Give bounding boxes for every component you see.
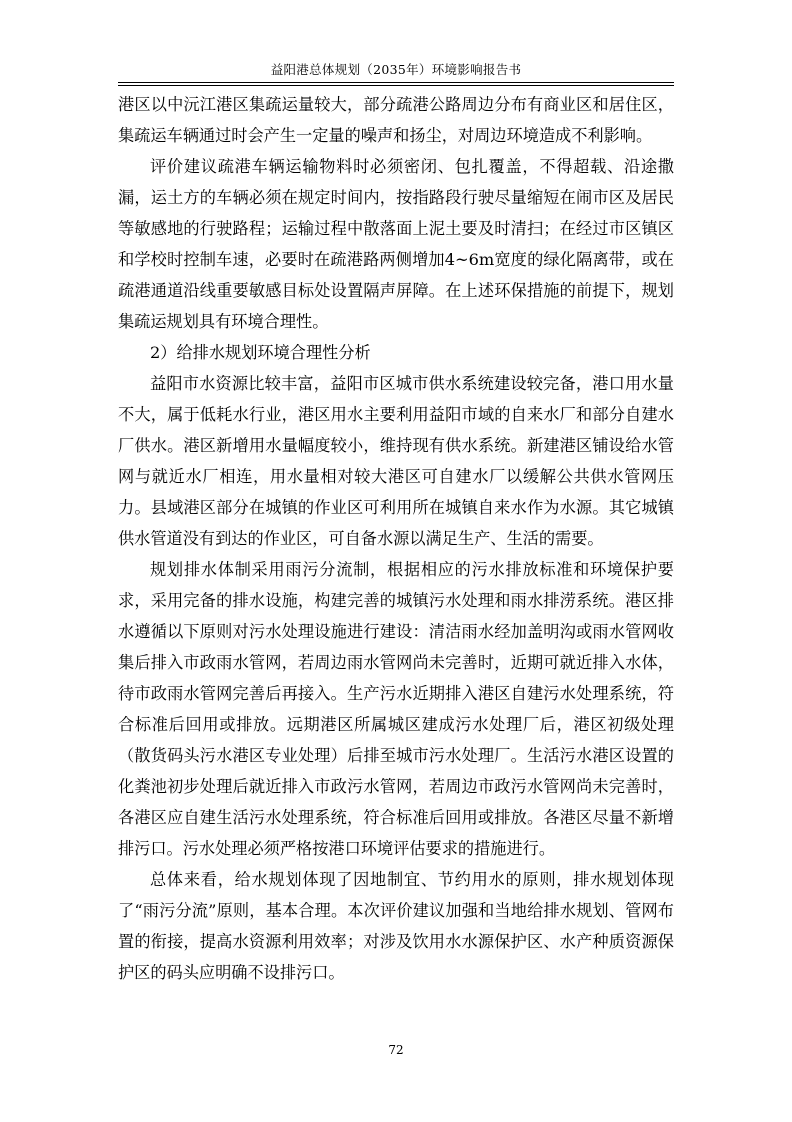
header-rule-thick bbox=[118, 82, 674, 83]
section-heading: 2）给排水规划环境合理性分析 bbox=[150, 343, 371, 362]
header-rule-thin bbox=[118, 85, 674, 86]
running-header: 益阳港总体规划（2035年）环境影响报告书 bbox=[270, 62, 522, 77]
paragraph-conclusion: 总体来看，给水规划体现了因地制宜、节约用水的原则，排水规划体现了“雨污分流”原则，基本合理。本次评价建议加强和当地给排水规划、管网布置的衔接，提高水资源利用效率；对涉及饮用水水源保护区、水产种质资源保护区的码头应明确不设排污口。 bbox=[118, 870, 674, 982]
document-body bbox=[118, 89, 674, 988]
paragraph-continued: 港区以中沅江港区集疏运量较大，部分疏港公路周边分布有商业区和居住区，集疏运车辆通过时会产生一定量的噪声和扬尘，对周边环境造成不利影响。 bbox=[118, 95, 674, 145]
paragraph-water-supply: 益阳市水资源比较丰富，益阳市区城市供水系统建设较完备，港口用水量不大，属于低耗水行业，港区用水主要利用益阳市域的自来水厂和部分自建水厂供水。港区新增用水量幅度较小，维持现有供水系统。新建港区铺设给水管网与就近水厂相连，用水量相对较大港区可自建水厂以缓解公共供水管网压力。县域港区部分在城镇的作业区可利用所在城镇自来水作为水源。其它城镇供水管道没有到达的作业区，可自备水源以满足生产、生活的需要。 bbox=[118, 374, 674, 548]
paragraph-transport-recommendation: 评价建议疏港车辆运输物料时必须密闭、包扎覆盖，不得超载、沿途撒漏，运土方的车辆必须在规定时间内，按指路段行驶尽量缩短在闹市区及居民等敏感地的行驶路程；运输过程中散落面上泥土要及时清扫；在经过市区镇区和学校时控制车速，必要时在疏港路两侧增加4~6m宽度的绿化隔离带，或在疏港通道沿线重要敏感目标处设置隔声屏障。在上述环保措施的前提下，规划集疏运规划具有环境合理性。 bbox=[118, 157, 674, 331]
paragraph-drainage: 规划排水体制采用雨污分流制，根据相应的污水排放标准和环境保护要求，采用完备的排水设施，构建完善的城镇污水处理和雨水排涝系统。港区排水遵循以下原则对污水处理设施进行建设：清洁雨水经加盖明沟或雨水管网收集后排入市政雨水管网，若周边雨水管网尚未完善时，近期可就近排入水体，待市政雨水管网完善后再接入。生产污水近期排入港区自建污水处理系统，符合标准后回用或排放。远期港区所属城区建成污水处理厂后，港区初级处理（散货码头污水港区专业处理）后排至城市污水处理厂。生活污水港区设置的化粪池初步处理后就近排入市政污水管网，若周边市政污水管网尚未完善时，各港区应自建生活污水处理系统，符合标准后回用或排放。各港区尽量不新增排污口。污水处理必须严格按港口环境评估要求的措施进行。 bbox=[118, 560, 674, 858]
page-number: 72 bbox=[388, 1043, 404, 1057]
